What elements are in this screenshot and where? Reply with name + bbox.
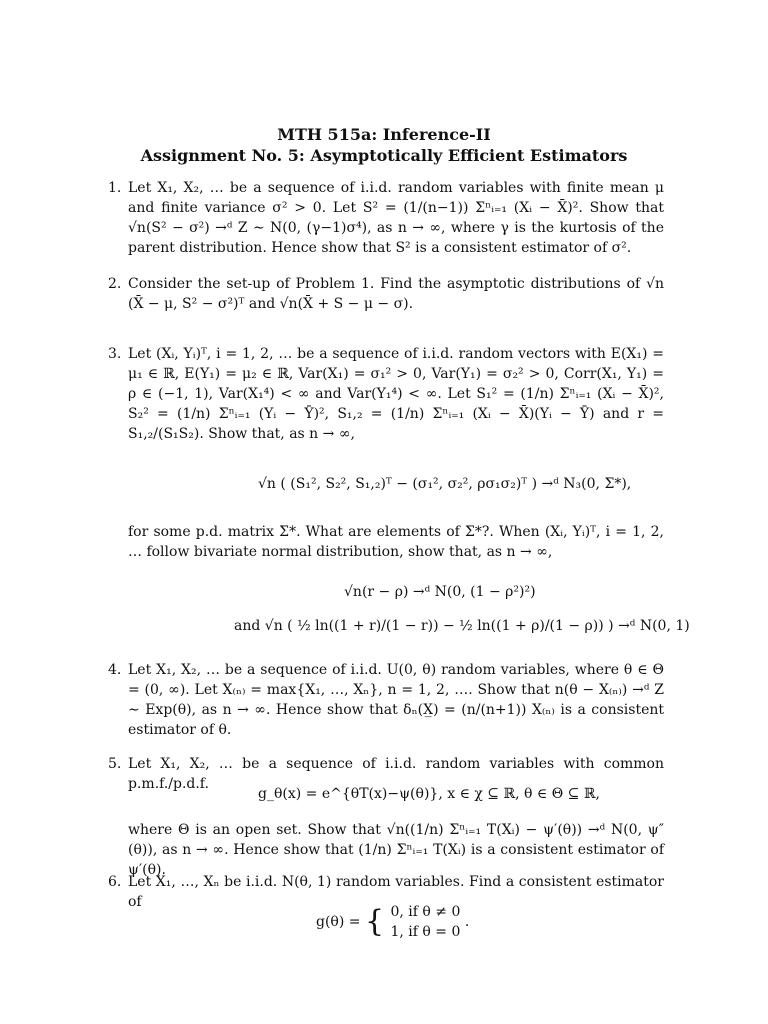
problem-number: 6. [108,874,122,890]
case-line: 1, if θ = 0 [390,924,461,940]
display-equation: and √n ( ½ ln((1 + r)/(1 − r)) − ½ ln((1 + ρ)/(1 − ρ)) ) →ᵈ N(0, 1) [234,618,690,634]
problem-number: 1. [108,180,122,196]
problem-text: Let X₁, X₂, … be a sequence of i.i.d. random variables with finite mean μ and finite variance σ² > 0. Let S² = (1/(n−1)) Σⁿᵢ₌₁ (Xᵢ − X̄)². Show that √n(S² − σ²) →ᵈ Z ∼ N(0, (γ−1)σ⁴), as n → ∞, where γ is the kurtosis of the parent distribution. Hence show that S² is a consistent estimator of σ². [128,180,664,256]
equation-end: . [464,914,470,930]
display-equation: √n(r − ρ) →ᵈ N(0, (1 − ρ²)²) [344,584,536,600]
problem-number: 5. [108,756,122,772]
problem-text: Consider the set-up of Problem 1. Find the asymptotic distributions of √n (X̄ − μ, S² − σ²)ᵀ and √n(X̄ + S − μ − σ). [128,276,664,312]
case-line: 0, if θ ≠ 0 [390,904,461,920]
problem-number: 3. [108,346,122,362]
problem-text-continued: where Θ is an open set. Show that √n((1/n) Σⁿᵢ₌₁ T(Xᵢ) − ψ′(θ)) →ᵈ N(0, ψ″(θ)), as n → ∞. Hence show that (1/n) Σⁿᵢ₌₁ T(Xᵢ) is a consistent estimator of ψ′(θ). [128,822,664,878]
problem-text: Let X₁, X₂, … be a sequence of i.i.d. U(0, θ) random variables, where θ ∈ Θ = (0, ∞). Let X₍ₙ₎ = max{X₁, …, Xₙ}, n = 1, 2, …. Show that n(θ − X₍ₙ₎) →ᵈ Z ∼ Exp(θ), as n → ∞. Hence show that δₙ(X̲) = (n/(n+1)) X₍ₙ₎ is a consistent estimator of θ. [128,662,664,738]
problem-text: Let X₁, X₂, … be a sequence of i.i.d. random variables with common p.m.f./p.d.f. [128,756,664,792]
problem-text: Let X₁, …, Xₙ be i.i.d. N(θ, 1) random variables. Find a consistent estimator of [128,874,664,910]
problem-text: Let (Xᵢ, Yᵢ)ᵀ, i = 1, 2, … be a sequence of i.i.d. random vectors with E(X₁) = μ₁ ∈ ℝ, E(Y₁) = μ₂ ∈ ℝ, Var(X₁) = σ₁² > 0, Var(Y₁) = σ₂² > 0, Corr(X₁, Y₁) = ρ ∈ (−1, 1), Var(X₁⁴) < ∞ and Var(Y₁⁴) < ∞. Let S₁² = (1/n) Σⁿᵢ₌₁ (Xᵢ − X̄)², S₂² = (1/n) Σⁿᵢ₌₁ (Yᵢ − Ȳ)², S₁,₂ = (1/n) Σⁿᵢ₌₁ (Xᵢ − X̄)(Yᵢ − Ȳ) and r = S₁,₂/(S₁S₂). Show that, as n → ∞, [128,346,664,442]
piecewise-equation [316,902,469,942]
left-brace-icon: { [364,904,385,939]
problem-text-continued: for some p.d. matrix Σ*. What are elements of Σ*?. When (Xᵢ, Yᵢ)ᵀ, i = 1, 2, … follow bivariate normal distribution, show that, as n → ∞, [128,524,664,560]
problem-number: 4. [108,662,122,678]
page-subtitle: Assignment No. 5: Asymptotically Efficient Estimators [140,146,628,165]
cases-block [389,902,461,942]
display-equation: √n ( (S₁², S₂², S₁,₂)ᵀ − (σ₁², σ₂², ρσ₁σ₂)ᵀ ) →ᵈ N₃(0, Σ*), [258,476,632,492]
problem-number: 2. [108,276,122,292]
display-equation: g_θ(x) = e^{θT(x)−ψ(θ)}, x ∈ χ ⊆ ℝ, θ ∈ Θ ⊆ ℝ, [258,786,600,802]
page-title: MTH 515a: Inference-II [277,125,491,144]
equation-lhs: g(θ) = [316,914,361,930]
